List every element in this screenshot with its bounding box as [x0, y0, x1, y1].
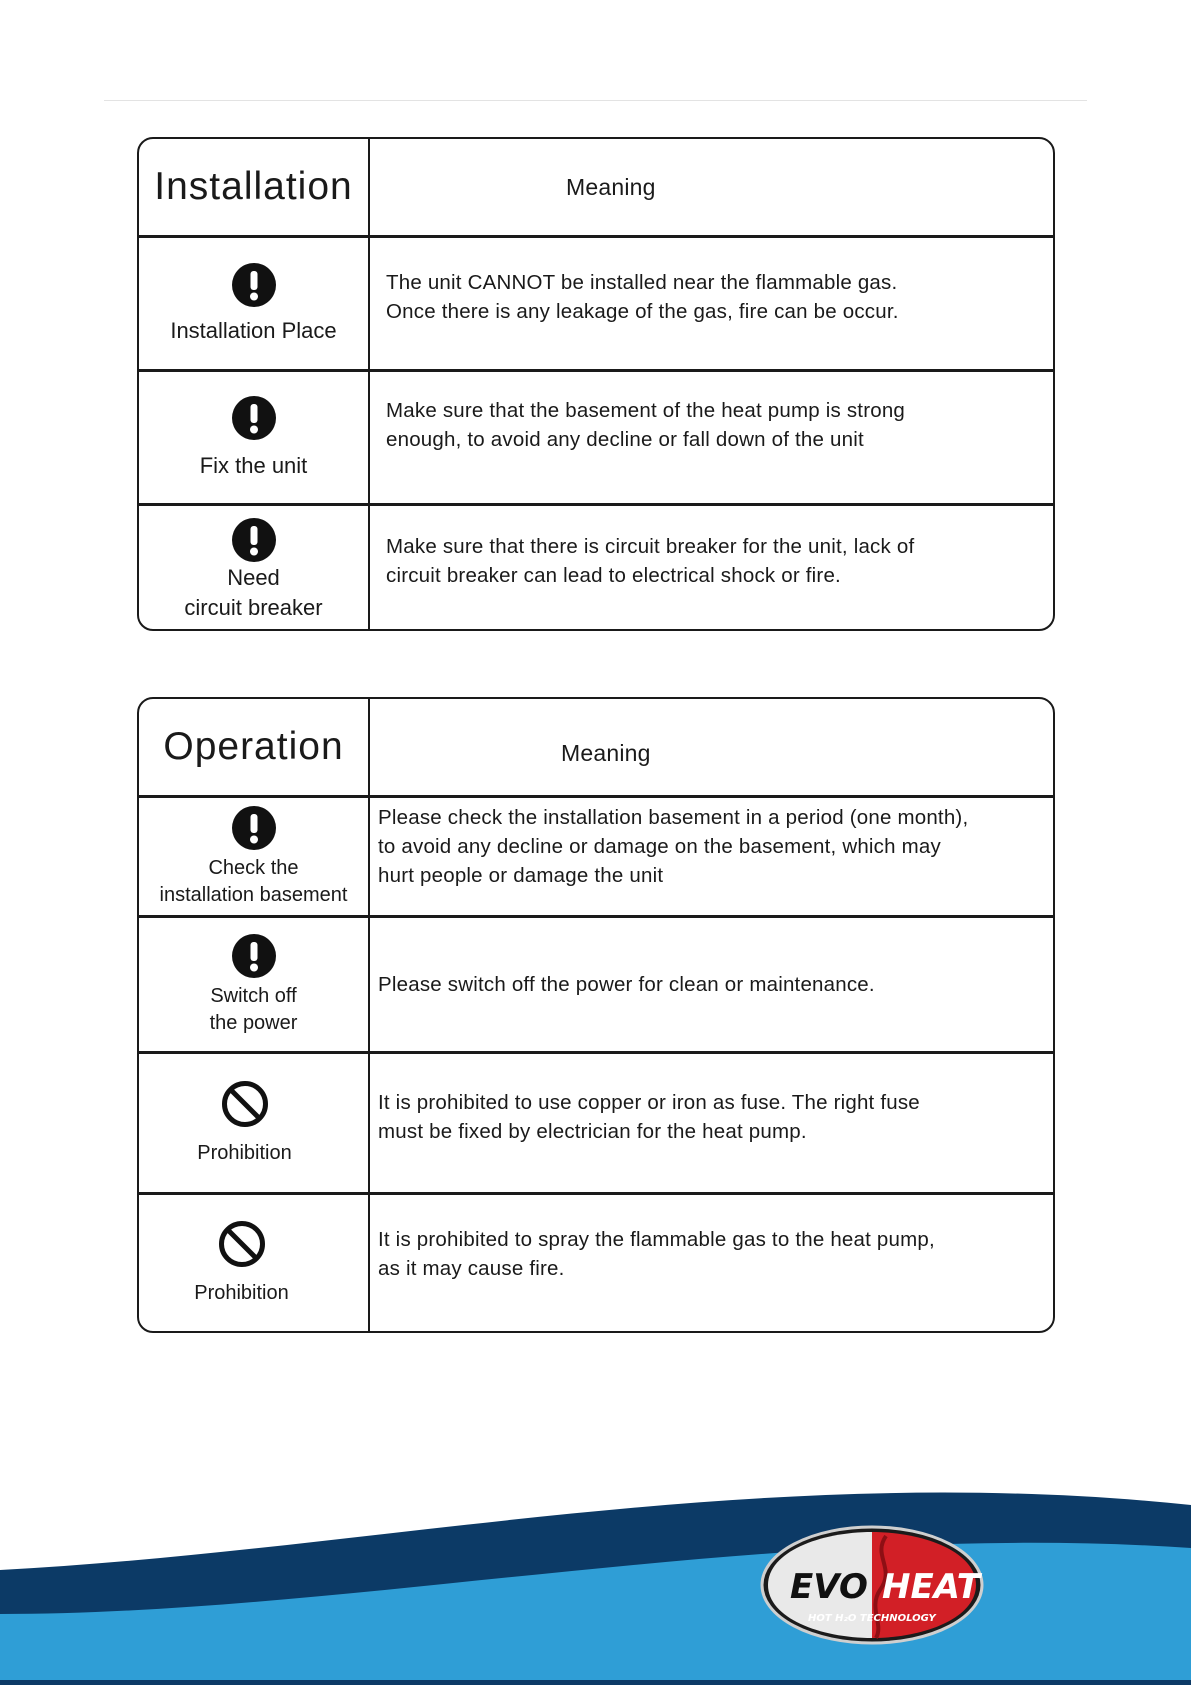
- table-row: [139, 235, 1053, 369]
- meaning-line: to avoid any decline or damage on the basement, which may: [378, 835, 941, 858]
- exclamation-circle-icon: [231, 262, 277, 308]
- row-label-line: Check the: [208, 856, 299, 879]
- row-label-line: Need: [227, 564, 280, 590]
- meaning-line: enough, to avoid any decline or fall down of the unit: [386, 428, 864, 451]
- installation-header-cell: [139, 139, 370, 235]
- row-label-line: the power: [209, 1011, 298, 1034]
- logo-tagline: HOT H₂O TECHNOLOGY: [808, 1613, 936, 1624]
- meaning-line: Once there is any leakage of the gas, fire can be occur.: [386, 300, 899, 323]
- row-meaning-cell: [370, 506, 1053, 631]
- row-label-cell: [139, 798, 370, 915]
- table-row: [139, 1192, 1053, 1332]
- prohibition-icon: [221, 1080, 269, 1128]
- bottom-strip: [0, 1680, 1191, 1685]
- meaning-line: circuit breaker can lead to electrical shock or fire.: [386, 564, 841, 587]
- table-row: [139, 795, 1053, 915]
- meaning-line: Please switch off the power for clean or maintenance.: [378, 973, 875, 996]
- installation-header-title: Installation: [154, 165, 353, 208]
- top-rule: [104, 100, 1087, 101]
- footer-wave-banner: [0, 1490, 1191, 1685]
- logo-text-heat: HEAT: [882, 1567, 980, 1607]
- operation-header-cell: [139, 699, 370, 795]
- operation-table: [137, 697, 1055, 1333]
- row-meaning-cell: [370, 1195, 1053, 1332]
- row-label-cell: [139, 1195, 370, 1332]
- table-row: [139, 1051, 1053, 1192]
- meaning-header-cell: [370, 699, 1053, 795]
- exclamation-circle-icon: [231, 517, 277, 563]
- table-row: [139, 503, 1053, 631]
- row-label-cell: [139, 918, 370, 1051]
- row-label: Prohibition: [197, 1141, 292, 1164]
- row-label-cell: [139, 238, 370, 369]
- meaning-line: Make sure that there is circuit breaker for the unit, lack of: [386, 535, 915, 558]
- row-label: Installation Place: [170, 317, 337, 343]
- row-label-line: circuit breaker: [184, 594, 323, 620]
- row-meaning-cell: [370, 238, 1053, 369]
- exclamation-circle-icon: [231, 933, 277, 979]
- meaning-line: hurt people or damage the unit: [378, 864, 664, 887]
- installation-table: [137, 137, 1055, 631]
- installation-header-row: [139, 139, 1053, 235]
- meaning-header-label: Meaning: [561, 739, 651, 766]
- meaning-line: Please check the installation basement in a period (one month),: [378, 806, 969, 829]
- meaning-line: Make sure that the basement of the heat pump is strong: [386, 399, 906, 422]
- meaning-line: It is prohibited to spray the flammable gas to the heat pump,: [378, 1228, 935, 1251]
- operation-header-title: Operation: [163, 725, 344, 768]
- prohibition-icon: [218, 1220, 266, 1268]
- exclamation-circle-icon: [231, 805, 277, 851]
- meaning-line: must be fixed by electrician for the heat pump.: [378, 1120, 807, 1143]
- row-label-cell: [139, 506, 370, 631]
- logo-text-evo: EVO: [790, 1567, 868, 1607]
- row-label: Fix the unit: [199, 452, 308, 478]
- row-label-line: Switch off: [210, 984, 297, 1007]
- meaning-header-cell: [370, 139, 1053, 235]
- meaning-header-label: Meaning: [566, 173, 656, 200]
- meaning-line: as it may cause fire.: [378, 1257, 565, 1280]
- row-meaning-cell: [370, 918, 1053, 1051]
- table-row: [139, 915, 1053, 1051]
- operation-header-row: [139, 699, 1053, 795]
- row-label-line: installation basement: [159, 883, 348, 906]
- row-meaning-cell: [370, 798, 1053, 915]
- row-label-cell: [139, 1054, 370, 1192]
- exclamation-circle-icon: [231, 395, 277, 441]
- row-meaning-cell: [370, 1054, 1053, 1192]
- row-label: Prohibition: [194, 1282, 289, 1304]
- table-row: [139, 369, 1053, 503]
- evoheat-logo: [762, 1527, 983, 1643]
- row-meaning-cell: [370, 372, 1053, 503]
- meaning-line: The unit CANNOT be installed near the flammable gas.: [386, 271, 898, 294]
- row-label-cell: [139, 372, 370, 503]
- meaning-line: It is prohibited to use copper or iron as fuse. The right fuse: [378, 1091, 920, 1114]
